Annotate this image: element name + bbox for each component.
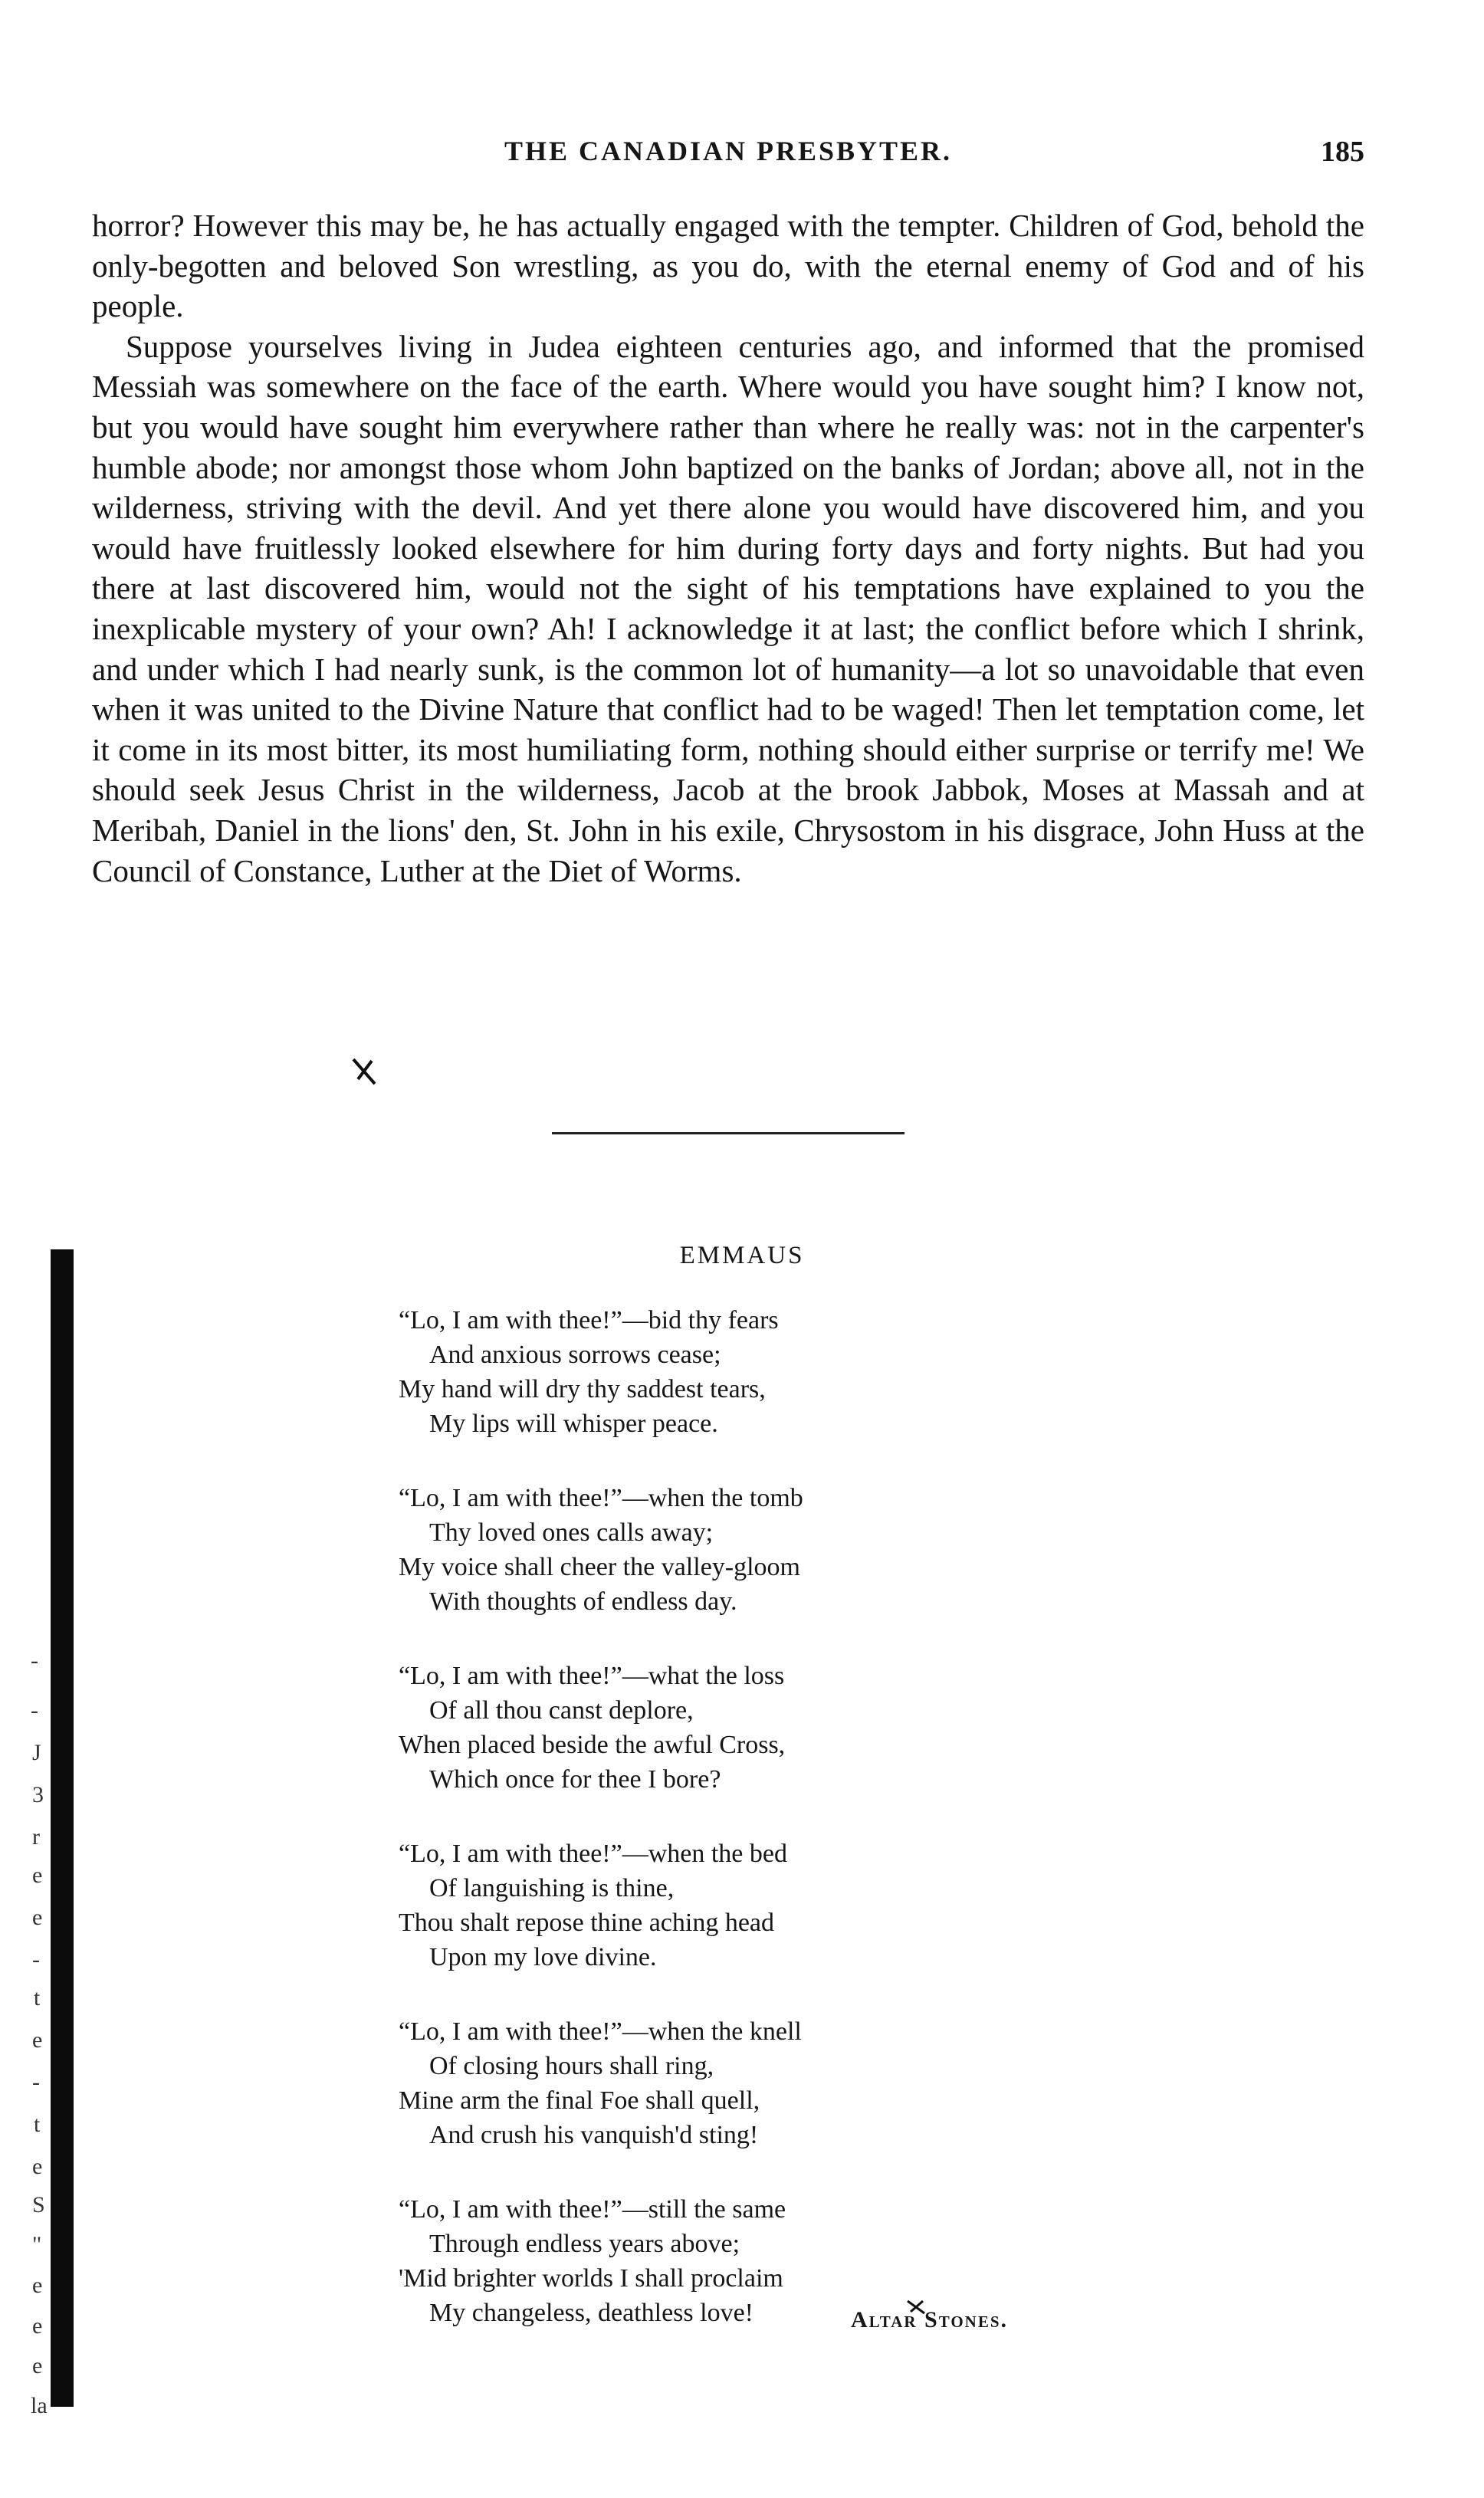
- poem-line: And crush his vanquish'd sting!: [429, 2121, 759, 2149]
- poem-title: EMMAUS: [679, 1242, 805, 1269]
- poem-line: And anxious sorrows cease;: [429, 1341, 721, 1369]
- poem-line: With thoughts of endless day.: [429, 1587, 737, 1616]
- poem: [399, 1303, 1088, 2370]
- poem-line: Which once for thee I bore?: [429, 1765, 721, 1794]
- margin-mark: t: [34, 1985, 41, 2011]
- margin-mark: e: [32, 2027, 43, 2053]
- margin-mark: e: [32, 1863, 43, 1888]
- poem-line: Thy loved ones calls away;: [429, 1518, 714, 1547]
- page-header: [92, 135, 1364, 181]
- poem-line: 'Mid brighter worlds I shall proclaim: [399, 2264, 783, 2293]
- margin-mark: e: [32, 1905, 43, 1930]
- paragraph-2: Suppose yourselves living in Judea eighteen centuries ago, and informed that the promised Messiah was somewhere on the face of the earth. Where would you have sought him? I know not, but you would have sought him everywhere rather than where he really was: not in the carpenter's humble abode; nor amongst those whom John baptized on the banks of Jordan; above all, not in the wilderness, striving with the devil. And yet there alone you would have discovered him, and you would have fruitlessly looked elsewhere for him during forty days and forty nights. But had you there at last discovered him, would not the sight of his temptations have explained to you the inexplicable mystery of your own? Ah! I acknowledge it at last; the conflict before which I shrink, and under which I had nearly sunk, is the common lot of humanity—a lot so unavoidable that even when it was united to the Divine Nature that conflict had to be waged! Then let temptation come, let it come in its most bitter, its most humiliating form, nothing should either surprise or terrify me! We should seek Jesus Christ in the wilderness, Jacob at the brook Jabbok, Moses at Massah and at Meribah, Daniel in the lions' den, St. John in his exile, Chrysostom in his disgrace, John Huss at the Council of Constance, Luther at the Diet of Worms.: [92, 328, 1364, 888]
- margin-mark: la: [31, 2393, 48, 2418]
- stanza: [399, 1481, 1088, 1619]
- poem-line: “Lo, I am with thee!”—when the tomb: [399, 1484, 803, 1512]
- poem-line: “Lo, I am with thee!”—what the loss: [399, 1662, 785, 1690]
- margin-mark: -: [32, 2070, 40, 2095]
- stanza: [399, 2014, 1088, 2152]
- margin-mark: ": [32, 2232, 42, 2257]
- body-text: [92, 205, 1364, 891]
- margin-mark: e: [32, 2273, 43, 2298]
- poem-line: My hand will dry thy saddest tears,: [399, 1375, 766, 1403]
- poem-line: My changeless, deathless love!: [429, 2299, 753, 2327]
- poem-line: “Lo, I am with thee!”—when the bed: [399, 1840, 787, 1868]
- page-number: 185: [1321, 136, 1364, 168]
- margin-mark: 3: [32, 1782, 44, 1807]
- margin-mark: t: [34, 2112, 41, 2137]
- margin-mark: S: [32, 2192, 45, 2217]
- margin-mark: e: [32, 2154, 43, 2179]
- poem-line: “Lo, I am with thee!”—bid thy fears: [399, 1306, 779, 1334]
- poem-line: Upon my love divine.: [429, 1943, 657, 1971]
- stanza: [399, 1659, 1088, 1797]
- section-divider: [552, 1132, 905, 1134]
- margin-mark: e: [32, 2353, 43, 2378]
- poem-line: Of languishing is thine,: [429, 1874, 675, 1902]
- margin-mark: -: [32, 1947, 40, 1972]
- margin-mark: J: [32, 1740, 41, 1765]
- margin-mark: -: [31, 1648, 38, 1673]
- margin-mark: r: [32, 1824, 40, 1850]
- poem-attribution: Altar Stones.: [851, 2307, 1009, 2332]
- margin-mark: -: [31, 1698, 38, 1723]
- poem-line: Through endless years above;: [429, 2230, 740, 2258]
- running-title: THE CANADIAN PRESBYTER.: [504, 136, 953, 166]
- paragraph-1: horror? However this may be, he has actually engaged with the tempter. Children of God, behold the only-begotten and beloved Son wrestling, as you do, with the eternal enemy of God and of his people.: [92, 208, 1364, 324]
- poem-line: “Lo, I am with thee!”—still the same: [399, 2195, 786, 2224]
- margin-mark: e: [32, 2313, 43, 2339]
- poem-line: Mine arm the final Foe shall quell,: [399, 2086, 760, 2115]
- stanza: [399, 1303, 1088, 1441]
- poem-line: When placed beside the awful Cross,: [399, 1731, 786, 1759]
- poem-line: “Lo, I am with thee!”—when the knell: [399, 2017, 802, 2046]
- poem-line: My lips will whisper peace.: [429, 1410, 718, 1438]
- poem-line: Thou shalt repose thine aching head: [399, 1909, 775, 1937]
- poem-line: My voice shall cheer the valley-gloom: [399, 1553, 800, 1581]
- poem-line: Of closing hours shall ring,: [429, 2052, 714, 2080]
- scan-binding-edge: [51, 1249, 74, 2407]
- ink-mark-icon: [349, 1056, 379, 1087]
- stanza: [399, 1837, 1088, 1974]
- poem-line: Of all thou canst deplore,: [429, 1696, 694, 1725]
